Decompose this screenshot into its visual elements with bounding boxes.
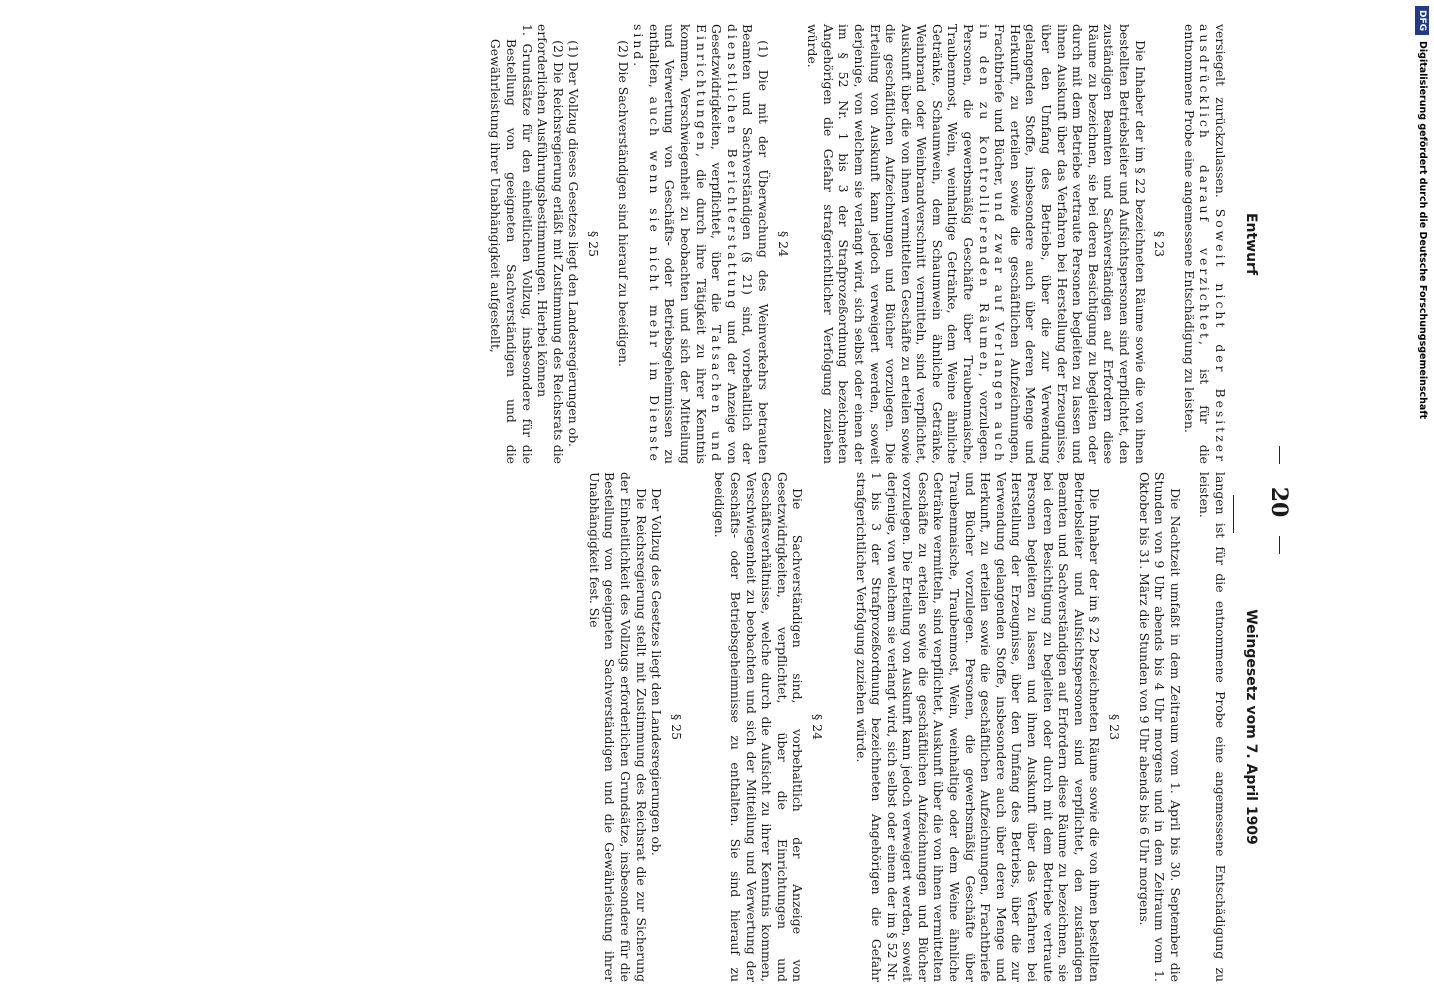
spaced-text: und zwar auf Verlangen auch in den zu kontrollierenden Räumen, — [976, 24, 1008, 464]
page-number-dash-right — [1279, 536, 1280, 554]
text: (1) Die mit der Überwachung des Weinverkehrs betrauten Beamten und Sachverständigen (§ 21) sind, vorbehaltlich der — [740, 24, 771, 464]
list-item: 1. Grundsätze für den einheitlichen Vollzug, insbesondere für die Bestellung von geeigneten Sachverständigen und die Gewährleistung ihrer Unabhängigkeit aufgestellt, — [488, 24, 535, 464]
section-heading-23: § 23 — [1107, 714, 1123, 740]
spacer — [1183, 472, 1197, 982]
section-heading-25: § 25 — [586, 231, 602, 257]
section-heading-25: § 25 — [668, 714, 684, 740]
text: die durch ihre Tätigkeit zu ihrer Kenntnis kommen, Verschwiegenheit zu beobachten und sich der Mitteilung und Verwertung von Geschäfts- oder Betriebsgeheimnissen zu enthalten, — [646, 24, 709, 464]
text: und der Anzeige von Gesetzwidrigkeiten, verpflichtet, über die — [709, 24, 740, 464]
section-heading-24: § 24 — [809, 714, 825, 740]
section-heading-24: § 24 — [775, 231, 791, 257]
page-number: 20 — [1266, 486, 1292, 518]
left-column — [488, 24, 1228, 464]
digitization-credit — [1412, 6, 1432, 994]
right-section-25-para2: Die Reichsregierung stellt mit Zustimmung des Reichsrat die zur Sicherung der Einheitlichkeit des Vollzugs erforderlichen Grundsätze, insbesondere für die Bestellung von geeigneten Sachverständigen und die Gewährleistung ihrer Unabhängigkeit fest. Sie — [586, 472, 649, 982]
spaced-text: dienstlichen Berichterstattung — [724, 24, 740, 312]
right-section-23-text: Die Inhaber der im § 22 bezeichneten Räume sowie die von ihnen bestellten Betriebsleiter und Aufsichtspersonen sind verpflichtet, den zuständigen Beamten und Sachverständigen auf Erfordern diese Räume zu bezeichnen, sie bei deren Besichtigung zu begleiten oder durch mit dem Betriebe vertraute Personen begleiten zu lassen und ihnen Auskunft über das Verfahren bei Herstellung der Erzeugnisse, über den Umfang des Betriebs, über die zur Verwendung gelangenden Stoffe, insbesondere auch über deren Menge und Herkunft, zu erteilen sowie die geschäftlichen Aufzeichnungen, Frachtbriefe und Bücher vorzulegen. Personen, die gewerbsmäßig Geschäfte über Traubenmaische, Traubenmost, Wein, weinhaltige oder dem Weine ähnliche Getränke vermitteln, sind verpflichtet, Auskunft über die von ihnen vermittelten Geschäfte zu erteilen sowie die geschäftlichen Aufzeichnungen und Bücher vorzulegen. Die Erteilung von Auskunft kann jedoch verweigert werden, soweit derjenige, von welchem sie verlangt wird, sich selbst oder einem der im § 52 Nr. 1 bis 3 der Strafprozeßordnung bezeichneten Angehörigen die Gefahr strafgerichtlicher Verfolgung zuziehen würde. — [853, 472, 1103, 982]
right-section-24-text: Die Sachverständigen sind, vorbehaltlich der Anzeige von Gesetzwidrigkeiten, verpflichtet, über die Einrichtungen und Geschäftsverhältnisse, welche durch die Aufsicht zu ihrer Kenntnis kommen, Verschwiegenheit zu beobachten und sich der Mitteilung und Verwertung der Geschäfts- oder Betriebsgeheimnisse zu enthalten. Sie sind hierauf zu beeidigen. — [712, 472, 806, 982]
spaced-text: Soweit nicht der Besitzer ausdrücklich darauf verzichtet, — [1197, 24, 1228, 464]
text: Die Inhaber der im § 22 bezeichneten Räume sowie die von ihnen bestellten Betriebsleiter und Aufsichtspersonen sind verpflichtet, den zuständigen Beamten und Sachverständigen auf Erfordern diese Räume zu bezeichnen, sie bei deren Besichtigung zu begleiten oder durch mit dem Betriebe vertraute Personen begleiten zu lassen und ihnen Auskunft über das Verfahren bei Herstellung der Erzeugnisse, über den Umfang des Betriebs, über die zur Verwendung gelangenden Stoffe, insbesondere auch über deren Menge und Herkunft, zu erteilen sowie die geschäftlichen Aufzeichnungen, Frachtbriefe und Bücher, — [992, 24, 1148, 464]
dfg-logo: DFG — [1416, 6, 1430, 35]
right-night-time-paragraph: Die Nachtzeit umfaßt in dem Zeitraum vom 1. April bis 30. September die Stunden von 9 Uhr abends bis 4 Uhr morgens und in dem Zeitraum vom 1. Oktober bis 31. März die Stunden von 9 Uhr abends bis 6 Uhr morgens. — [1136, 472, 1183, 982]
right-intro-paragraph: langen ist für die entnommene Probe eine angemessene Entschädigung zu leisten. — [1197, 472, 1228, 982]
left-intro-paragraph — [1181, 24, 1228, 464]
header-rule — [1233, 495, 1234, 533]
spaced-text: auch wenn sie nicht mehr im Dienste sind. — [631, 24, 662, 464]
text: vorzulegen. Personen, die gewerbsmäßig Geschäfte über Traubenmaische, Traubenmost, Wein, weinhaltige Getränke, dem Weine ähnliche Getränke, Schaumwein, dem Schaumwein ähnliche Getränke, Weinbrand oder Weinbrandverschnitt vermitteln, sind verpflichtet, Auskunft über die von ihnen vermittelten Geschäfte zu erteilen sowie die geschäftlichen Aufzeichnungen und Bücher vorzulegen. Die Erteilung von Auskunft kann jedoch verweigert werden, soweit derjenige, von welchem sie verlangt wird, sich selbst oder einen der im § 52 Nr. 1 bis 3 der Strafprozeßordnung bezeichneten Angehörigen die Gefahr strafgerichtlicher Verfolgung zuziehen würde. — [805, 24, 992, 464]
right-column — [586, 472, 1228, 982]
left-section-25-para2: (2) Die Reichsregierung erläßt mit Zustimmung des Reichsrats die erforderlichen Ausführungsbestimmungen. Hierbei können — [535, 24, 566, 464]
credit-text: Digitalisierung gefördert durch die Deutsche Forschungsgemeinschaft — [1417, 41, 1428, 419]
left-section-24-para2: (2) Die Sachverständigen sind hierauf zu beeidigen. — [615, 40, 631, 367]
spacer — [839, 472, 853, 982]
header-left: Entwurf — [1243, 212, 1259, 276]
left-section-25-para1: (1) Der Vollzug dieses Gesetzes liegt den Landesregierungen ob. — [566, 40, 582, 447]
header-right: Weingesetz vom 7. April 1909 — [1243, 609, 1259, 845]
text: versiegelt zurückzulassen. — [1213, 24, 1228, 209]
left-section-23-text — [805, 24, 1148, 464]
spaced-text: Tatsachen und Einrichtungen, — [693, 24, 725, 465]
text: ist für die entnommene Probe eine angemessene Entschädigung zu leisten. — [1181, 24, 1213, 464]
digitization-credit-text — [1412, 6, 1432, 994]
right-section-25-para1: Der Vollzug des Gesetzes liegt den Landesregierungen ob. — [649, 488, 665, 856]
left-section-24-para1 — [631, 24, 771, 464]
left-section-25-list — [488, 24, 535, 464]
section-heading-23: § 23 — [1152, 231, 1168, 257]
spacer — [698, 472, 712, 982]
page-number-dash-left — [1279, 446, 1280, 464]
